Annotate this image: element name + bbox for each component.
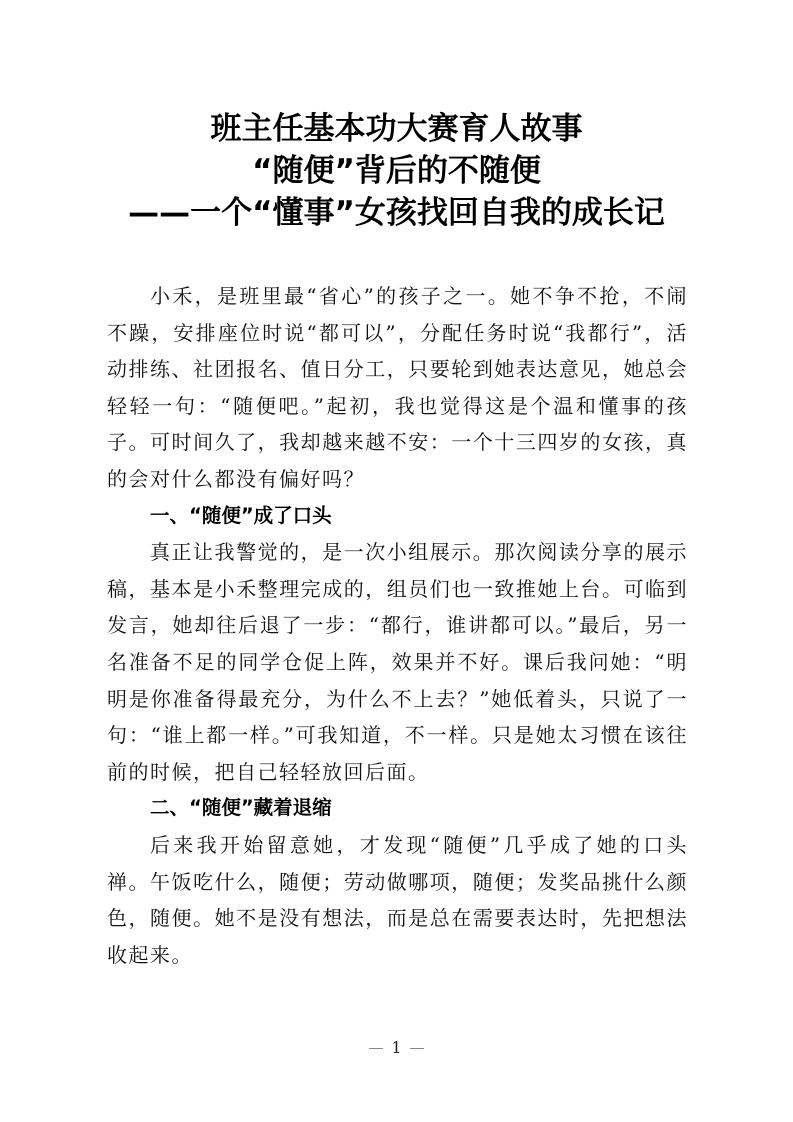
body-text	[107, 278, 688, 973]
title-block	[60, 108, 733, 234]
section-1-paragraph: 真正让我警觉的，是一次小组展示。那次阅读分享的展示稿，基本是小禾整理完成的，组员们也一致推她上台。可临到发言，她却往后退了一步：“都行，谁讲都可以。”最后，另一名准备不足的同学仓促上阵，效果并不好。课后我问她：“明明是你准备得最充分，为什么不上去？”她低着头，只说了一句：“谁上都一样。”可我知道，不一样。只是她太习惯在该往前的时候，把自己轻轻放回后面。	[107, 540, 688, 784]
section-heading-2: 二、“随便”藏着退缩	[150, 796, 332, 820]
intro-paragraph: 小禾，是班里最“省心”的孩子之一。她不争不抢，不闹不躁，安排座位时说“都可以”，分配任务时说“我都行”，活动排练、社团报名、值日分工，只要轮到她表达意见，她总会轻轻一句：“随便吧。”起初，我也觉得这是个温和懂事的孩子。可时间久了，我却越来越不安：一个十三四岁的女孩，真的会对什么都没有偏好吗？	[107, 284, 688, 491]
dash-left	[369, 1048, 383, 1049]
section-heading-1: 一、“随便”成了口头	[150, 503, 332, 527]
page-footer	[0, 1038, 793, 1057]
title-tagline: ——一个“懂事”女孩找回自我的成长记	[128, 195, 665, 231]
page-number: 1	[391, 1038, 402, 1057]
section-2-paragraph: 后来我开始留意她，才发现“随便”几乎成了她的口头禅。午饭吃什么，随便；劳动做哪项，随便；发奖品挑什么颜色，随便。她不是没有想法，而是总在需要表达时，先把想法收起来。	[107, 832, 688, 967]
title-subtitle: “随便”背后的不随便	[252, 153, 541, 189]
dash-right	[410, 1048, 424, 1049]
title-main: 班主任基本功大赛育人故事	[210, 111, 583, 147]
